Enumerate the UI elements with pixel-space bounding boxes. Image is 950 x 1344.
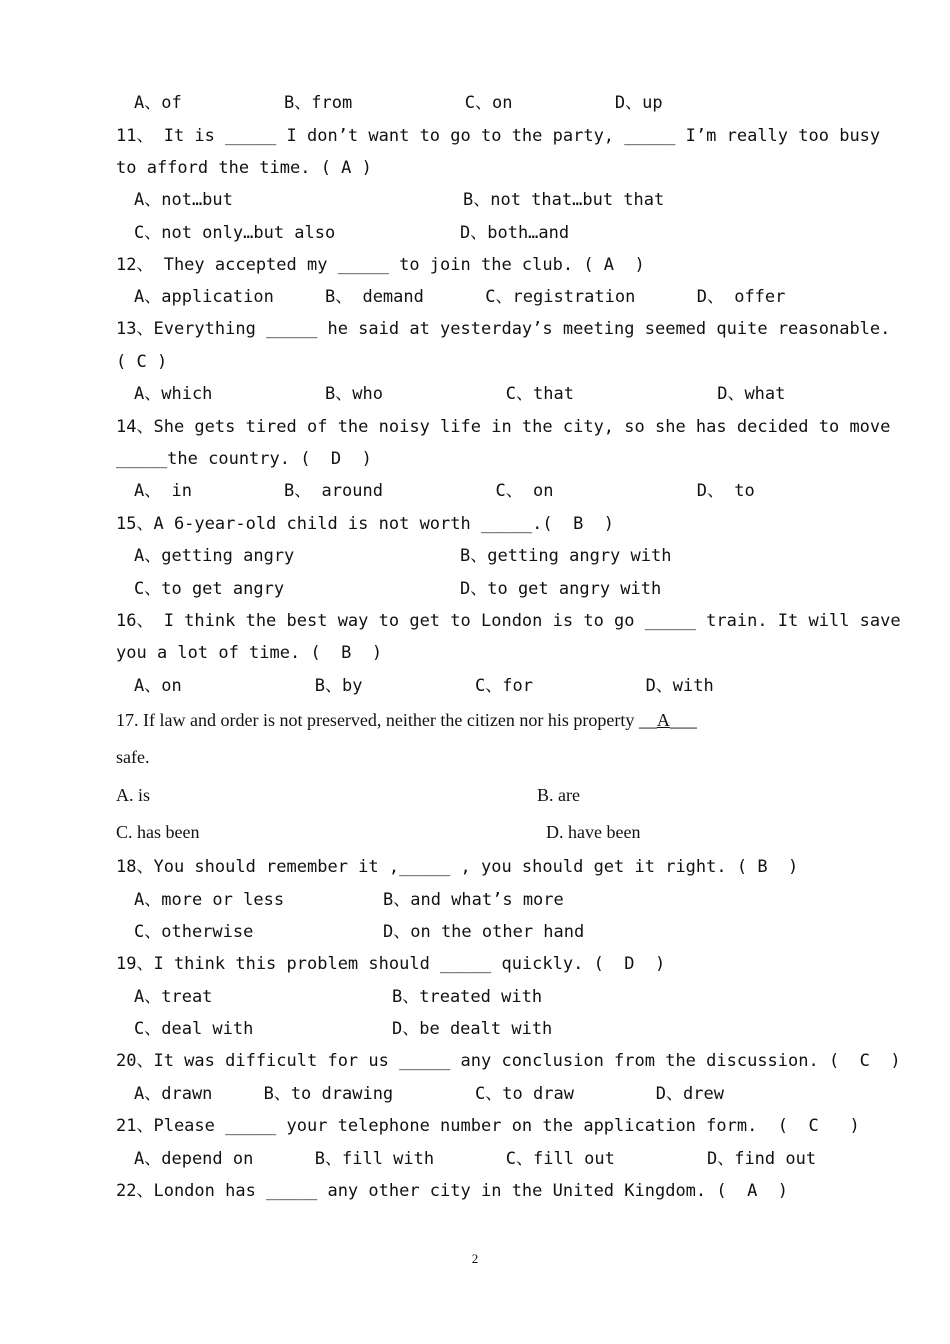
q17-option-d: D. have been	[546, 822, 641, 842]
q18-option-c: C、otherwise	[134, 922, 254, 942]
q10-options: A、of B、from C、on D、up	[134, 93, 663, 113]
q17-option-c: C. has been	[116, 822, 200, 842]
q15-option-a: A、getting angry	[134, 546, 295, 566]
q12-stem: 12、 They accepted my _____ to join the club. ( A )	[116, 255, 645, 275]
q19-stem: 19、I think this problem should _____ quickly. ( D )	[116, 954, 666, 974]
q14-stem: 14、She gets tired of the noisy life in the city, so she has decided to move	[116, 417, 891, 437]
q18-option-d: D、on the other hand	[383, 922, 585, 942]
q17-option-a: A. is	[116, 785, 151, 805]
q21-options: A、depend on B、fill with C、fill out D、find out	[134, 1149, 817, 1169]
q13-answer: ( C )	[116, 352, 168, 372]
q18-option-a: A、more or less	[134, 890, 285, 910]
page-number: 2	[471, 1251, 479, 1266]
q18-option-b: B、and what’s more	[383, 890, 564, 910]
q20-options: A、drawn B、to drawing C、to draw D、drew	[134, 1084, 724, 1104]
q11-option-b: B、not that…but that	[463, 190, 665, 210]
q17-stem-text: 17. If law and order is not preserved, neither the citizen nor his property __	[116, 710, 657, 730]
q20-stem: 20、It was difficult for us _____ any conclusion from the discussion. ( C )	[116, 1051, 901, 1071]
q13-options: A、which B、who C、that D、what	[134, 384, 786, 404]
q11-option-a: A、not…but	[134, 190, 233, 210]
q17-stem	[116, 709, 697, 731]
q17-stem-cont: safe.	[116, 747, 150, 767]
q17-blank: ___	[669, 710, 697, 730]
q15-option-c: C、to get angry	[134, 579, 285, 599]
q16-stem: 16、 I think the best way to get to London is to go _____ train. It will save	[116, 611, 901, 631]
q13-stem: 13、Everything _____ he said at yesterday’s meeting seemed quite reasonable.	[116, 319, 891, 339]
q14-stem-cont: _____the country. ( D )	[116, 449, 372, 469]
q19-option-b: B、treated with	[392, 987, 543, 1007]
q11-option-c: C、not only…but also	[134, 223, 336, 243]
q15-option-b: B、getting angry with	[460, 546, 672, 566]
q19-option-d: D、be dealt with	[392, 1019, 553, 1039]
q18-stem: 18、You should remember it ,_____ , you should get it right. ( B )	[116, 857, 799, 877]
q17-answer: A	[656, 710, 670, 730]
q15-option-d: D、to get angry with	[460, 579, 662, 599]
q17-option-b: B. are	[537, 785, 580, 805]
q16-options: A、on B、by C、for D、with	[134, 676, 714, 696]
q14-options: A、 in B、 around C、 on D、 to	[134, 481, 755, 501]
q19-option-c: C、deal with	[134, 1019, 254, 1039]
q21-stem: 21、Please _____ your telephone number on the application form. ( C )	[116, 1116, 860, 1136]
q11-stem-cont: to afford the time. ( A )	[116, 158, 372, 178]
q11-option-d: D、both…and	[460, 223, 570, 243]
q15-stem: 15、A 6-year-old child is not worth _____.( B )	[116, 514, 615, 534]
q16-stem-cont: you a lot of time. ( B )	[116, 643, 383, 663]
q22-stem: 22、London has _____ any other city in the United Kingdom. ( A )	[116, 1181, 789, 1201]
q19-option-a: A、treat	[134, 987, 213, 1007]
q12-options: A、application B、 demand C、registration D、 offer	[134, 287, 786, 307]
q11-stem: 11、 It is _____ I don’t want to go to the party, _____ I’m really too busy	[116, 126, 881, 146]
